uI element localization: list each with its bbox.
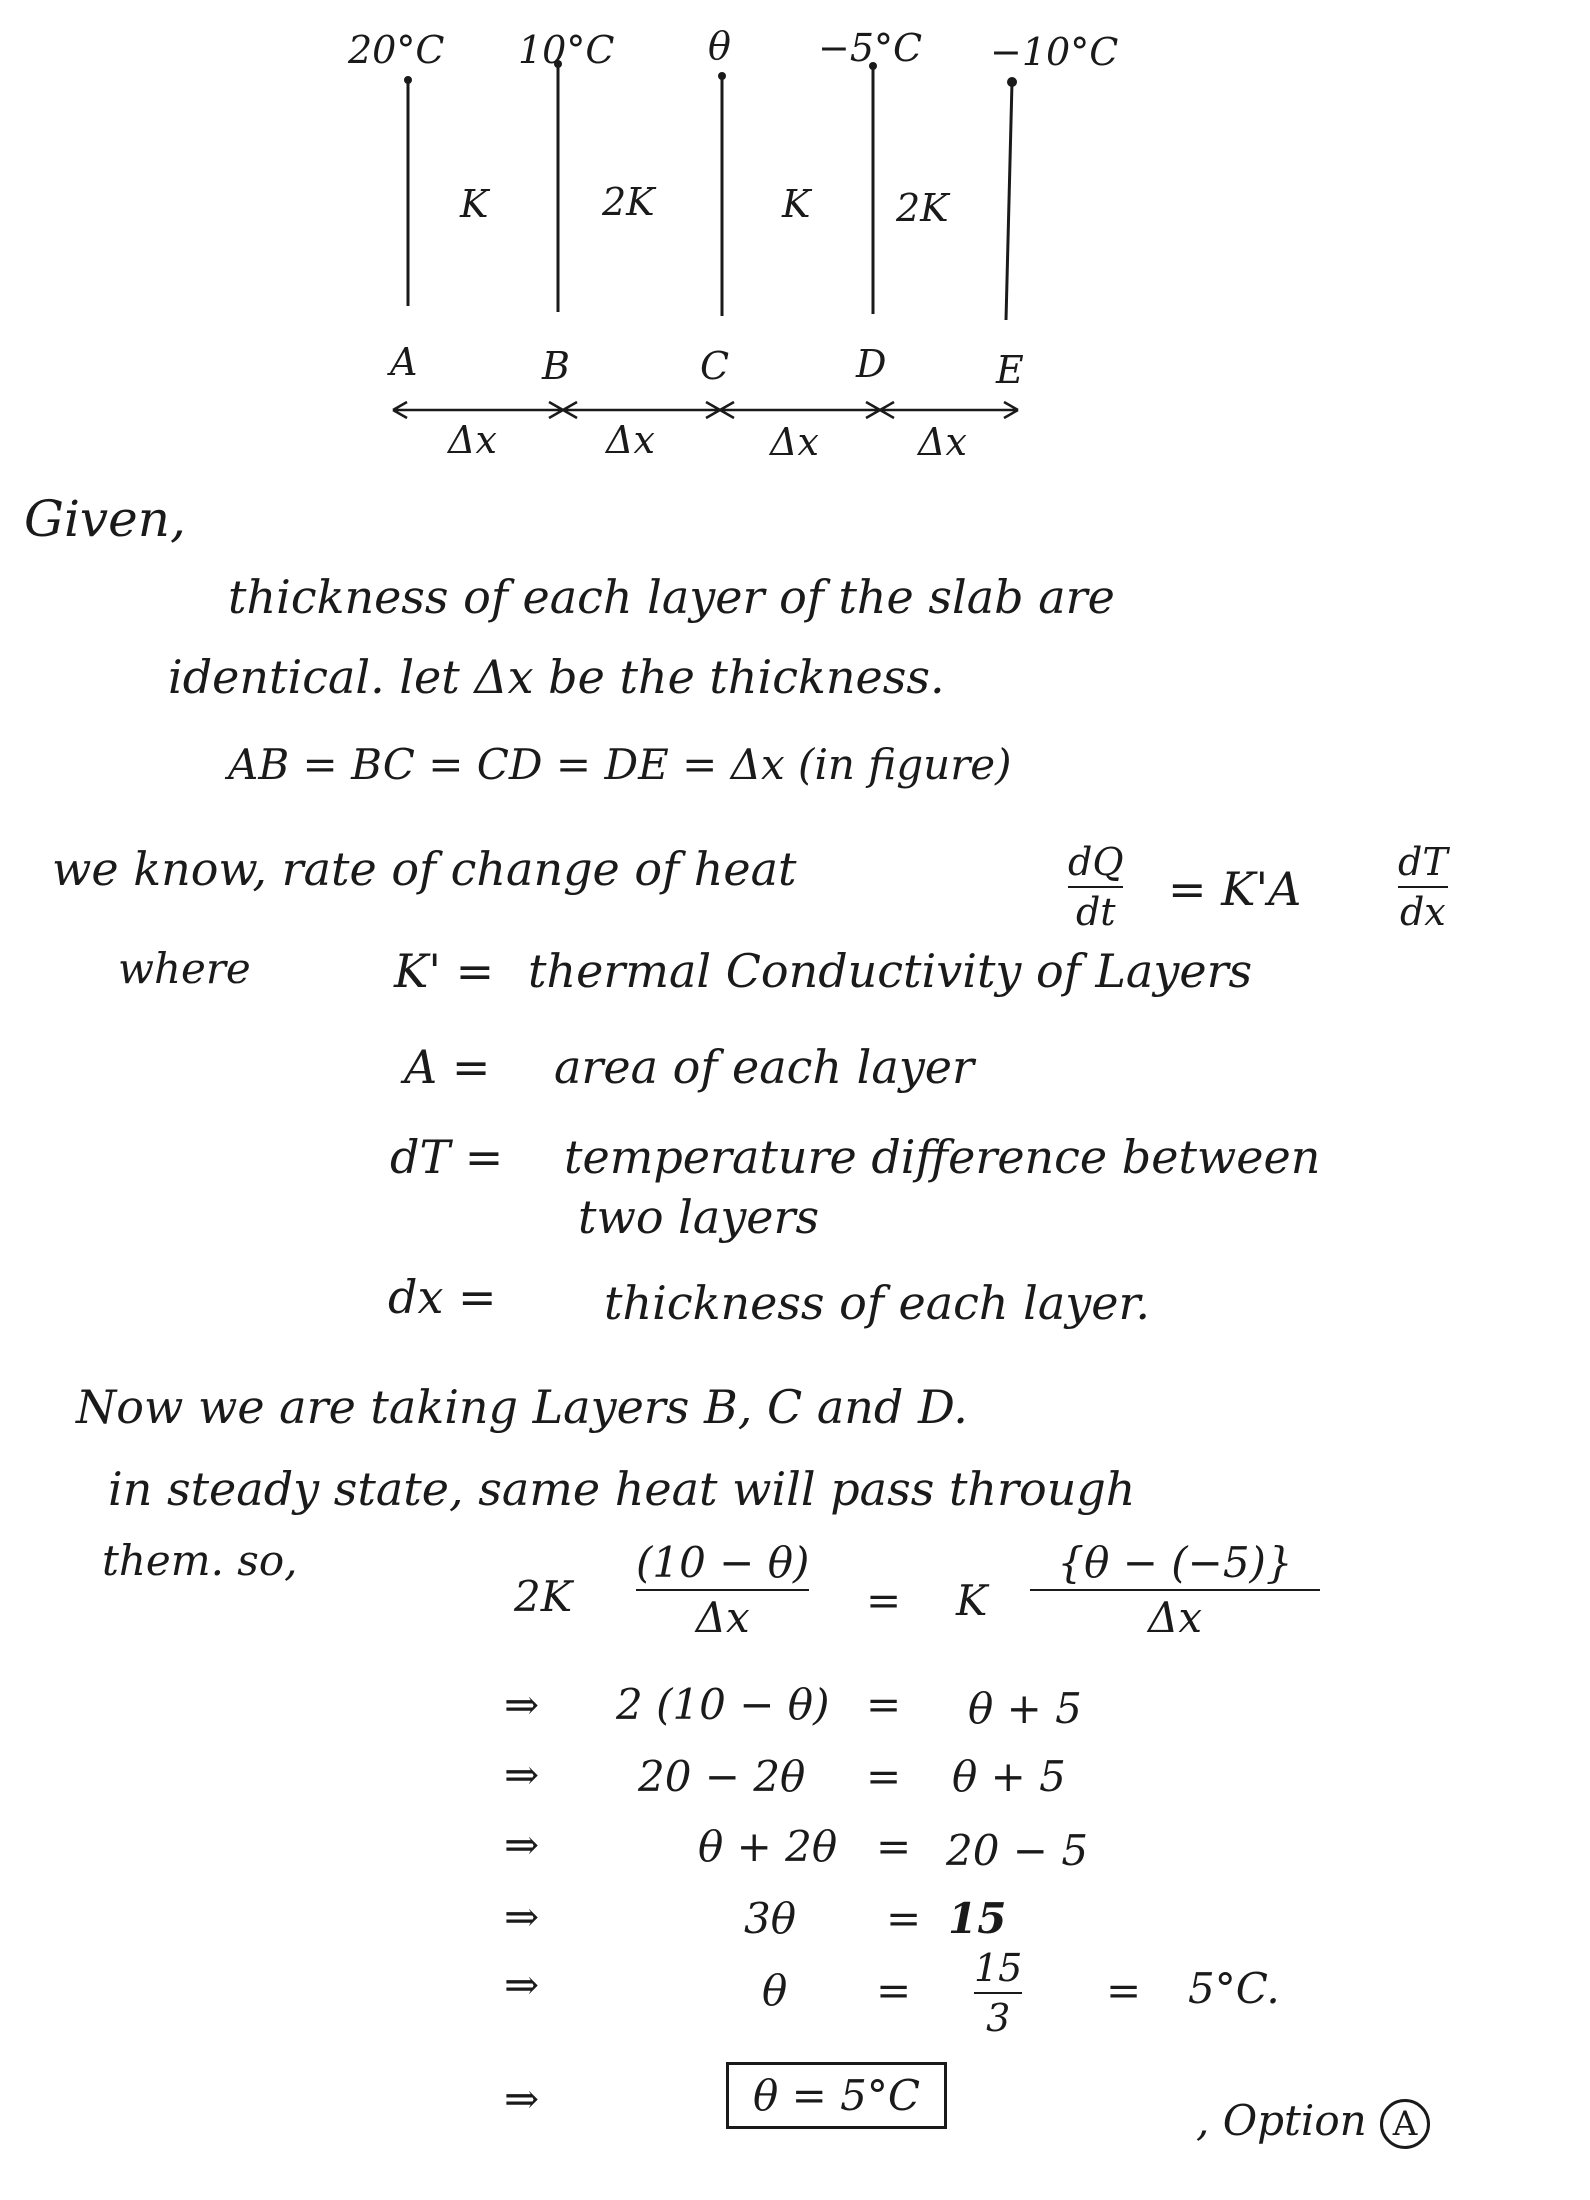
temperature-d: −5°C (818, 26, 923, 70)
fraction-dq: dQ (1068, 840, 1124, 884)
equation-rhs-num: {θ − (−5)} (1057, 1538, 1293, 1587)
step-1-rhs: θ + 5 (968, 1684, 1082, 1733)
spacing-arrow-bc (563, 402, 720, 418)
definition-dt-label: dT = (390, 1130, 504, 1184)
equation-lhs-coef: 2K (514, 1572, 573, 1621)
step-5-eq: = (876, 1966, 912, 2015)
plate-line-e (1006, 82, 1012, 320)
equation-equals: = (866, 1576, 902, 1625)
step-3-arrow: ⇒ (504, 1820, 540, 1869)
definition-dx-label: dx = (388, 1270, 497, 1324)
fraction-dq-dt (1068, 840, 1123, 934)
definition-a-label: A = (404, 1040, 491, 1094)
given-heading: Given, (24, 490, 186, 548)
step-3-lhs: θ + 2θ (698, 1822, 838, 1871)
plate-dot-a (404, 76, 412, 84)
spacing-arrow-cd (720, 402, 880, 418)
step-2-eq: = (866, 1752, 902, 1801)
point-b: B (542, 344, 570, 388)
spacing-arrow-de (880, 402, 1018, 418)
slab-diagram (0, 0, 1590, 470)
solution-line-3: them. so, (102, 1536, 298, 1585)
step-1-arrow: ⇒ (504, 1680, 540, 1729)
step-3-eq: = (876, 1822, 912, 1871)
conductivity-cd: K (782, 182, 811, 226)
temperature-b: 10°C (518, 28, 615, 72)
given-line-1: thickness of each layer of the slab are (228, 570, 1115, 624)
equation-lhs-num: (10 − θ) (636, 1538, 810, 1587)
point-c: C (700, 344, 730, 388)
spacing-arrow-ab (393, 402, 563, 418)
step-4-arrow: ⇒ (504, 1892, 540, 1941)
fraction-dT-dx (1398, 840, 1448, 934)
fraction-dt: dt (1075, 890, 1116, 934)
equation-rhs-den: Δx (1147, 1593, 1203, 1642)
option-letter-circle: A (1380, 2099, 1430, 2149)
conductivity-ab: K (460, 182, 489, 226)
final-arrow: ⇒ (504, 2074, 540, 2123)
step-5-den: 3 (986, 1996, 1011, 2040)
formula-equals-ka: = K'A (1168, 862, 1302, 916)
definition-dt-text-2: two layers (578, 1190, 820, 1244)
step-4-eq: = (886, 1894, 922, 1943)
solution-line-2: in steady state, same heat will pass through (108, 1462, 1136, 1516)
spacing-label-bc: Δx (606, 418, 655, 462)
step-4-lhs: 3θ (744, 1894, 797, 1943)
step-1-eq: = (866, 1680, 902, 1729)
fraction-dT: dT (1398, 840, 1448, 884)
option-text: , Option (1196, 2096, 1367, 2145)
final-answer-box: θ = 5°C (726, 2062, 947, 2129)
spacing-label-ab: Δx (448, 418, 497, 462)
definition-k-label: K' = (394, 944, 495, 998)
step-3-rhs: 20 − 5 (946, 1826, 1089, 1875)
step-5-arrow: ⇒ (504, 1960, 540, 2009)
step-5-lhs: θ (762, 1966, 788, 2015)
equation-lhs-fraction (636, 1538, 809, 1642)
step-5-num: 15 (974, 1946, 1023, 1990)
step-2-arrow: ⇒ (504, 1750, 540, 1799)
plate-dot-e (1007, 77, 1017, 87)
equation-rhs-coef: K (956, 1576, 988, 1625)
option-answer (1196, 2096, 1430, 2149)
definition-dt-text-1: temperature difference between (564, 1130, 1321, 1184)
given-line-3: AB = BC = CD = DE = Δx (in figure) (228, 740, 1012, 789)
step-2-rhs: θ + 5 (952, 1752, 1066, 1801)
point-e: E (996, 348, 1024, 392)
given-line-2: identical. let Δx be the thickness. (168, 650, 945, 704)
plate-dot-c (718, 72, 726, 80)
definition-dx-text: thickness of each layer. (604, 1276, 1151, 1330)
step-4-rhs: 15 (948, 1894, 1007, 1943)
step-5-eq-2: = (1106, 1966, 1142, 2015)
temperature-c: θ (708, 24, 731, 68)
definitions-where: where (118, 944, 251, 993)
formula-intro: we know, rate of change of heat (52, 842, 797, 896)
step-1-lhs: 2 (10 − θ) (616, 1680, 830, 1729)
conductivity-bc: 2K (602, 180, 655, 224)
solution-line-1: Now we are taking Layers B, C and D. (76, 1380, 968, 1434)
temperature-a: 20°C (348, 28, 445, 72)
step-5-result: 5°C. (1188, 1964, 1280, 2013)
point-a: A (390, 340, 418, 384)
spacing-label-de: Δx (918, 420, 967, 464)
temperature-e: −10°C (990, 30, 1119, 74)
conductivity-de: 2K (896, 186, 949, 230)
fraction-dx: dx (1399, 890, 1446, 934)
point-d: D (856, 342, 887, 386)
definition-k-text: thermal Conductivity of Layers (528, 944, 1253, 998)
spacing-label-cd: Δx (770, 420, 819, 464)
equation-lhs-den: Δx (695, 1593, 750, 1642)
step-2-lhs: 20 − 2θ (638, 1752, 806, 1801)
definition-a-text: area of each layer (554, 1040, 975, 1094)
step-5-fraction (974, 1946, 1022, 2040)
equation-rhs-fraction (1030, 1538, 1320, 1642)
